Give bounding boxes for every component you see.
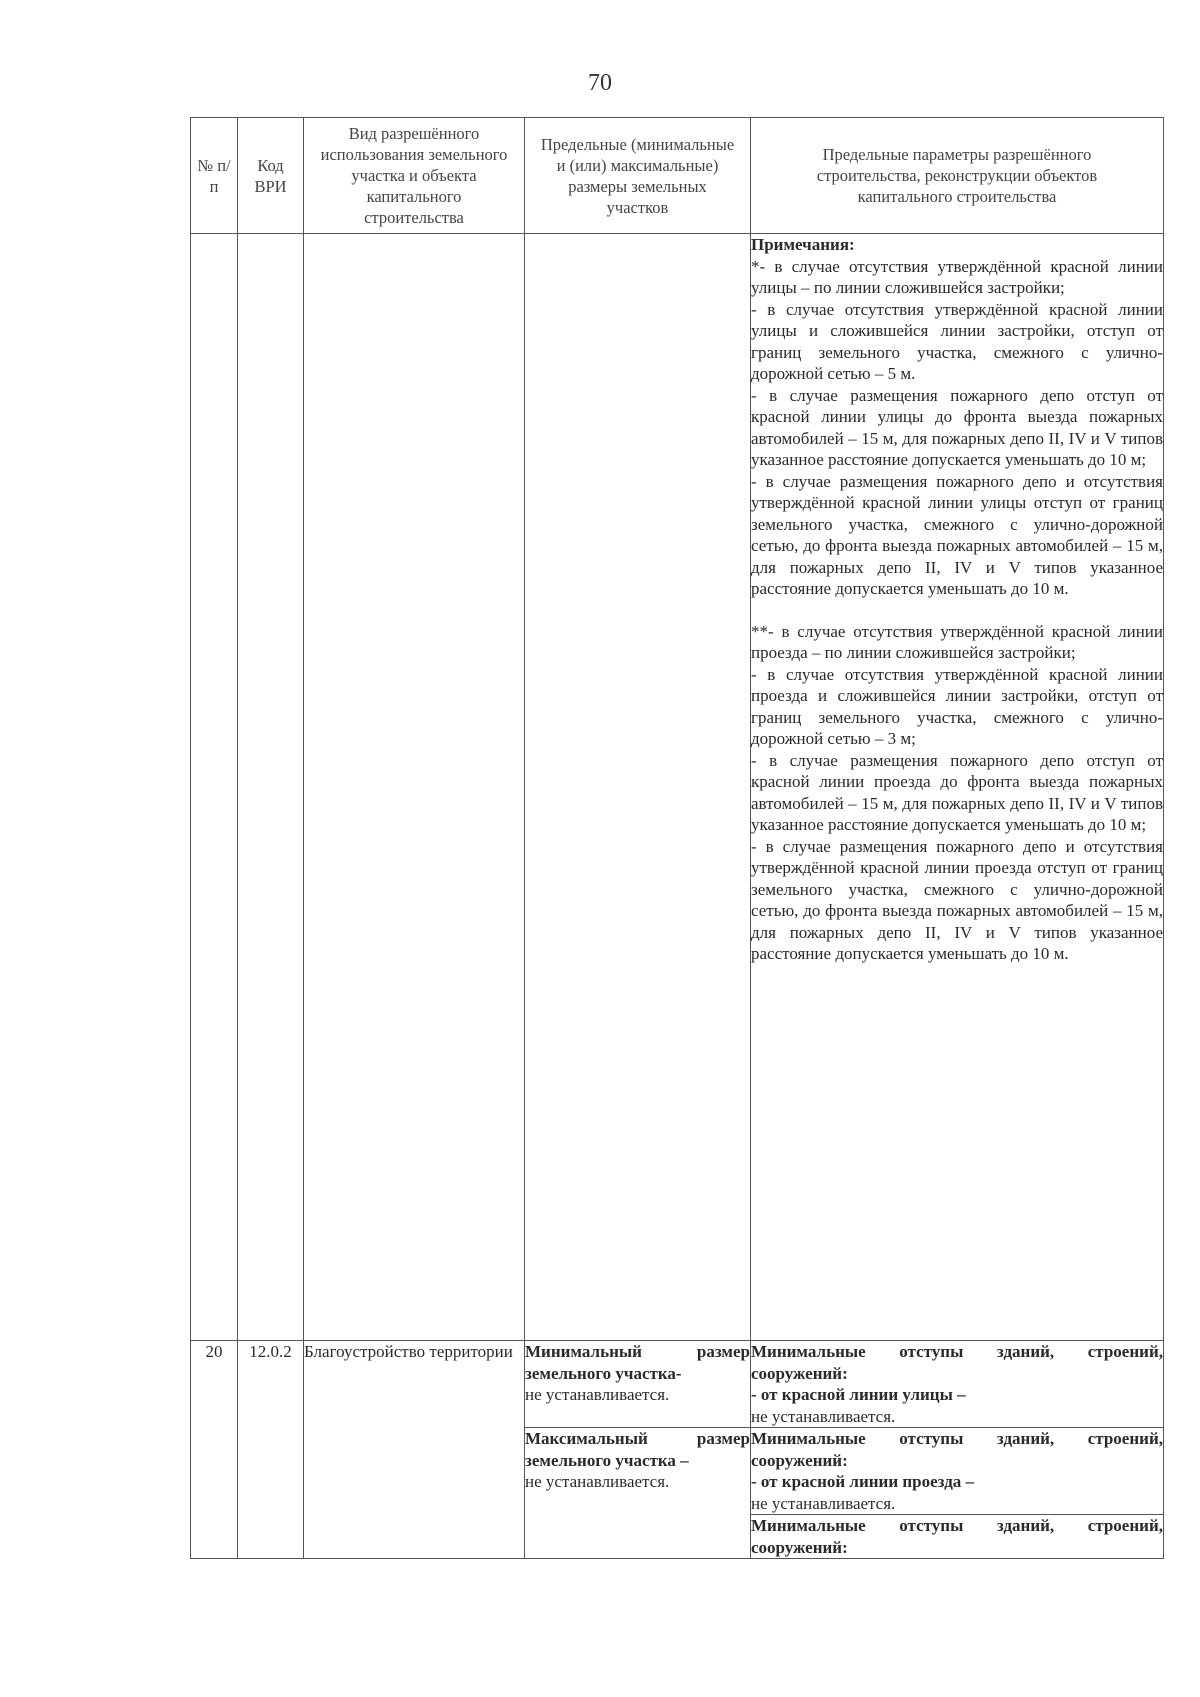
header-type: Вид разрешённого использования земельного участка и объекта капитального строительства <box>304 118 525 234</box>
table-header-row <box>191 118 1164 234</box>
param2-line: - от красной линии проезда – <box>751 1472 975 1491</box>
note-paragraph: *- в случае отсутствия утверждённой красной линии улицы – по линии сложившейся застройки; <box>751 256 1163 297</box>
max-size-cell <box>525 1428 751 1559</box>
param1-value: не устанавливается. <box>751 1406 896 1426</box>
row-type: Благоустройство территории <box>304 1341 525 1559</box>
min-size-value: не устанавливается. <box>525 1385 670 1404</box>
sizes-cell-empty <box>525 234 751 1341</box>
min-size-title: Минимальный размер земельного участка- <box>525 1342 750 1383</box>
param1-cell <box>751 1341 1164 1428</box>
code-cell-empty <box>238 234 304 1341</box>
note-paragraph: - в случае размещения пожарного депо отступ от красной линии проезда до фронта выезда пожарных автомобилей – 15 м, для пожарных депо II, IV и V типов указанное расстояние допускается уменьшать до 10 м; <box>751 750 1163 834</box>
note-paragraph: - в случае размещения пожарного депо и отсутствия утверждённой красной линии улицы отступ от границ земельного участка, смежного с улично-дорожной сетью, до фронта выезда пожарных автомобилей – 15 м, для пожарных депо II, IV и V типов указанное расстояние допускается уменьшать до 10 м. <box>751 471 1163 598</box>
max-size-value: не устанавливается. <box>525 1472 670 1491</box>
note-paragraph: - в случае отсутствия утверждённой красной линии улицы и сложившейся линии застройки, отступ от границ земельного участка, смежного с улично-дорожной сетью – 5 м. <box>751 299 1163 383</box>
header-num: № п/п <box>191 118 238 234</box>
param2-cell <box>751 1428 1164 1515</box>
param1-title: Минимальные отступы зданий, строений, сооружений: <box>751 1342 1163 1383</box>
table-row-notes <box>191 234 1164 1341</box>
min-size-cell <box>525 1341 751 1428</box>
notes-title: Примечания: <box>751 235 855 254</box>
type-cell-empty <box>304 234 525 1341</box>
row-code: 12.0.2 <box>238 1341 304 1559</box>
note-paragraph: - в случае размещения пожарного депо и отсутствия утверждённой красной линии проезда отступ от границ земельного участка, смежного с улично-дорожной сетью, до фронта выезда пожарных автомобилей – 15 м, для пожарных депо II, IV и V типов указанное расстояние допускается уменьшать до 10 м. <box>751 836 1163 963</box>
param3-title: Минимальные отступы зданий, строений, сооружений: <box>751 1516 1163 1557</box>
zoning-table <box>190 117 1164 1559</box>
table-row-20 <box>191 1341 1164 1428</box>
header-params: Предельные параметры разрешённого строительства, реконструкции объектов капитального строительства <box>751 118 1164 234</box>
param1-line: - от красной линии улицы – <box>751 1385 966 1404</box>
param2-title: Минимальные отступы зданий, строений, сооружений: <box>751 1429 1163 1470</box>
note-paragraph: - в случае отсутствия утверждённой красной линии проезда и сложившейся линии застройки, отступ от границ земельного участка, смежного с улично-дорожной сетью – 3 м; <box>751 664 1163 748</box>
notes-spacer <box>751 600 1163 621</box>
row-number: 20 <box>191 1341 238 1559</box>
header-sizes: Предельные (минимальные и (или) максимальные) размеры земельных участков <box>525 118 751 234</box>
param2-value: не устанавливается. <box>751 1493 896 1513</box>
num-cell-empty <box>191 234 238 1341</box>
note-paragraph: **- в случае отсутствия утверждённой красной линии проезда – по линии сложившейся застройки; <box>751 621 1163 662</box>
param3-cell <box>751 1515 1164 1559</box>
note-paragraph: - в случае размещения пожарного депо отступ от красной линии улицы до фронта выезда пожарных автомобилей – 15 м, для пожарных депо II, IV и V типов указанное расстояние допускается уменьшать до 10 м; <box>751 385 1163 469</box>
header-code: Код ВРИ <box>238 118 304 234</box>
notes-cell <box>751 234 1164 1341</box>
page-number: 70 <box>588 70 612 96</box>
max-size-title: Максимальный размер земельного участка – <box>525 1429 750 1470</box>
